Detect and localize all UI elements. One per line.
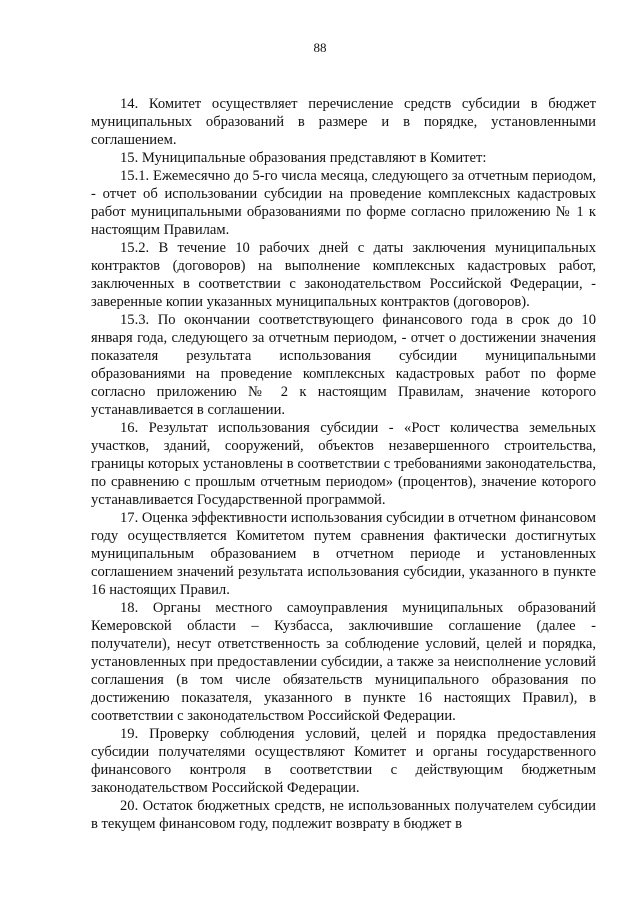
- page-number: 88: [313, 40, 327, 55]
- paragraph-14: 14. Комитет осуществляет перечисление средств субсидии в бюджет муниципальных образований в размере и в порядке, установленными соглашением.: [91, 96, 596, 148]
- paragraph-18: 18. Органы местного самоуправления муниципальных образований Кемеровской области – Кузбасса, заключившие соглашение (далее - получатели), несут ответственность за соблюдение условий, целей и порядка, установленных при предоставлении субсидии, а также за неисполнение условий соглашения (в том числе обязательств муниципального образования по достижению показателя, указанного в пункте 16 настоящих Правил), в соответствии с законодательством Российской Федерации.: [91, 600, 596, 724]
- paragraph-15-2: 15.2. В течение 10 рабочих дней с даты заключения муниципальных контрактов (договоров) на выполнение комплексных кадастровых работ, заключенных в соответствии с законодательством Российской Федерации, - заверенные копии указанных муниципальных контрактов (договоров).: [91, 240, 596, 310]
- paragraph-15-3: 15.3. По окончании соответствующего финансового года в срок до 10 января года, следующего за отчетным периодом, - отчет о достижении значения показателя результата использования субсидии муниципальными образованиями на проведение комплексных кадастровых работ по форме согласно приложению № 2 к настоящим Правилам, значение которого устанавливается в соглашении.: [91, 312, 596, 418]
- paragraph-15: 15. Муниципальные образования представляют в Комитет:: [120, 150, 487, 166]
- paragraph-15-1: 15.1. Ежемесячно до 5-го числа месяца, следующего за отчетным периодом, - отчет об использовании субсидии на проведение комплексных кадастровых работ муниципальными образованиями по форме согласно приложению № 1 к настоящим Правилам.: [91, 168, 596, 238]
- paragraph-20: 20. Остаток бюджетных средств, не использованных получателем субсидии в текущем финансовом году, подлежит возврату в бюджет в: [91, 798, 596, 832]
- paragraph-16: 16. Результат использования субсидии - «Рост количества земельных участков, зданий, сооружений, объектов незавершенного строительства, границы которых установлены в соответствии с требованиями законодательства, по сравнению с прошлым отчетным периодом» (процентов), значение которого устанавливается Государственной программой.: [91, 420, 596, 508]
- paragraph-17: 17. Оценка эффективности использования субсидии в отчетном финансовом году осуществляется Комитетом путем сравнения фактически достигнутых муниципальным образованием в отчетном периоде и установленных соглашением значений результата использования субсидии, указанного в пункте 16 настоящих Правил.: [91, 510, 596, 598]
- paragraph-19: 19. Проверку соблюдения условий, целей и порядка предоставления субсидии получателями осуществляют Комитет и органы государственного финансового контроля в соответствии с действующим бюджетным законодательством Российской Федерации.: [91, 726, 596, 796]
- document-body: [91, 95, 596, 833]
